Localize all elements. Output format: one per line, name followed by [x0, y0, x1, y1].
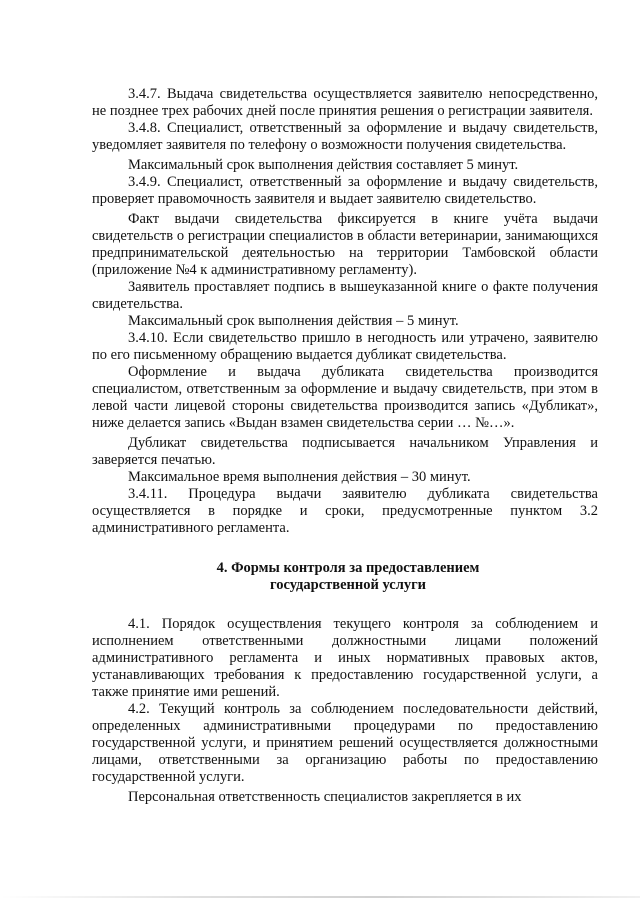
paragraph-max-time-2: Максимальный срок выполнения действия – 5 минут. — [128, 313, 459, 329]
scan-edge-line — [0, 896, 640, 898]
paragraph-3-4-10: 3.4.10. Если свидетельство пришло в негодность или утрачено, заявителю по его письменному обращению выдается дубликат свидетельства. — [92, 330, 598, 363]
document-body — [92, 86, 598, 806]
paragraph-max-time-1: Максимальный срок выполнения действия составляет 5 минут. — [128, 157, 519, 173]
paragraph-duplicate-signed: Дубликат свидетельства подписывается начальником Управления и заверяется печатью. — [92, 435, 598, 468]
section-heading-line-2: государственной услуги — [269, 577, 427, 593]
paragraph-3-4-7: 3.4.7. Выдача свидетельства осуществляется заявителю непосредственно, не позднее трех рабочих дней после принятия решения о регистрации заявителя. — [92, 86, 598, 119]
paragraph-3-4-9: 3.4.9. Специалист, ответственный за оформление и выдачу свидетельств, проверяет правомочность заявителя и выдает заявителю свидетельство. — [92, 174, 598, 207]
paragraph-max-time-3: Максимальное время выполнения действия – 30 минут. — [128, 469, 471, 485]
paragraph-4-1: 4.1. Порядок осуществления текущего контроля за соблюдением и исполнением ответственными должностными лицами положений административного регламента и иных нормативных правовых актов, устанавливающих требования к предоставлению государственной услуги, а также принятие ими решений. — [92, 616, 598, 700]
paragraph-4-2: 4.2. Текущий контроль за соблюдением последовательности действий, определенных административными процедурами по предоставлению государственной услуги, и принятием решений осуществляется должностными лицами, ответственными за организацию работы по предоставлению государственной услуги. — [92, 701, 598, 785]
paragraph-personal-responsibility: Персональная ответственность специалистов закрепляется в их — [128, 789, 522, 805]
paragraph-3-4-8: 3.4.8. Специалист, ответственный за оформление и выдачу свидетельств, уведомляет заявителя по телефону о возможности получения свидетельства. — [92, 120, 598, 153]
paragraph-signature: Заявитель проставляет подпись в вышеуказанной книге о факте получения свидетельства. — [92, 279, 598, 312]
section-heading — [92, 560, 598, 594]
paragraph-3-4-11: 3.4.11. Процедура выдачи заявителю дубликата свидетельства осуществляется в порядке и сроки, предусмотренные пунктом 3.2 административного регламента. — [92, 486, 598, 536]
section-heading-line-1: 4. Формы контроля за предоставлением — [216, 560, 480, 576]
paragraph-issue-fact: Факт выдачи свидетельства фиксируется в книге учёта выдачи свидетельств о регистрации специалистов в области ветеринарии, занимающихся предпринимательской деятельностью на территории Тамбовской области (приложение №4 к административному регламенту). — [92, 211, 598, 278]
paragraph-duplicate-process: Оформление и выдача дубликата свидетельства производится специалистом, ответственным за оформление и выдачу свидетельств, при этом в левой части лицевой стороны свидетельства производится запись «Дубликат», ниже делается запись «Выдан взамен свидетельства серии … №…». — [92, 364, 598, 431]
